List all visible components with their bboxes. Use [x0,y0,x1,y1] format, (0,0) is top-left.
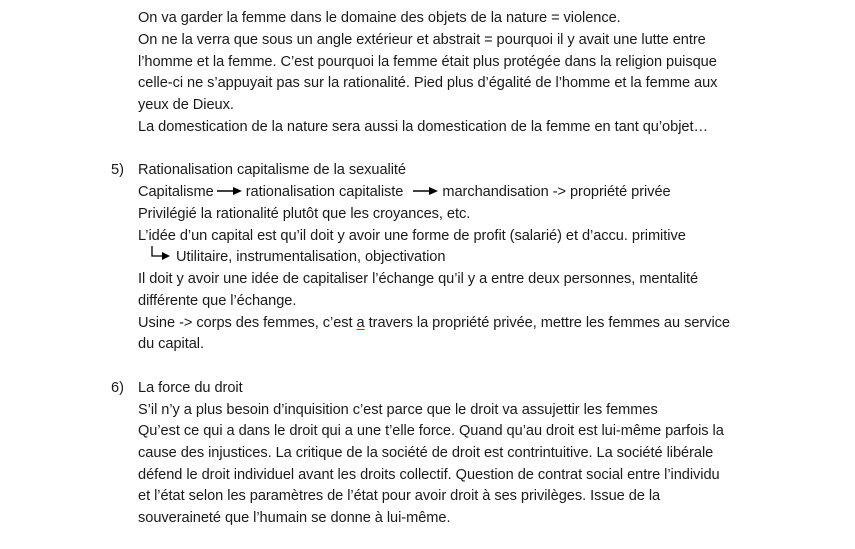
intro-line-3: l’homme et la femme. C’est pourquoi la femme était plus protégée dans la religion puisque [138,54,717,70]
section-6-line-6: et l’état selon les paramètres de l’état pour avoir droit à ses privilèges. Issue de la [138,488,661,504]
flow-marchandisation: marchandisation -> propriété privée [442,184,671,200]
section-5-sub-item: Utilitaire, instrumentalisation, objectivation [176,249,446,265]
intro-line-6: La domestication de la nature sera aussi la domestication de la femme en tant qu’objet… [138,119,709,135]
right-arrow-icon [217,186,243,196]
section-5-line-8-c: travers la propriété privée, mettre les femmes au service [364,315,730,331]
section-5-line-7: différente que l’échange. [138,293,297,309]
section-5-line-3: Privilégié la rationalité plutôt que les croyances, etc. [138,206,471,222]
section-6-title: La force du droit [138,380,243,396]
section-5-line-8-a: Usine -> corps des femmes, c’est [138,315,357,331]
section-5-line-8 [138,313,730,335]
section-5-line-6: Il doit y avoir une idée de capitaliser l’échange qu’il y a entre deux personnes, mentalité [138,271,699,287]
section-5-line-8-underlined: a [356,315,365,331]
section-5-flow [138,182,671,204]
intro-line-1: On va garder la femme dans le domaine des objets de la nature = violence. [138,10,621,26]
section-5-number: 5) [111,162,124,178]
flow-rationalisation: rationalisation capitaliste [245,184,404,200]
right-arrow-icon [413,186,439,196]
section-6-number: 6) [111,380,124,396]
section-5-line-4: L’idée d’un capital est qu’il doit y avoir une forme de profit (salarié) et d’accu. primitive [138,228,686,244]
section-5-line-9: du capital. [138,336,204,352]
section-6-line-7: souveraineté que l’humain se donne à lui-même. [138,510,451,526]
flow-capitalisme: Capitalisme [138,184,214,200]
section-5-title: Rationalisation capitalisme de la sexualité [138,162,406,178]
intro-line-2: On ne la verra que sous un angle extérieur et abstrait = pourquoi il y avait une lutte entre [138,32,706,48]
section-6-line-4: cause des injustices. La critique de la société de droit est contrintuitive. La société libérale [138,445,714,461]
section-6-line-5: défend le droit individuel avant les droits collectif. Question de contrat social entre l’individu [138,467,720,483]
section-6-line-2: S’il n’y a plus besoin d’inquisition c’est parce que le droit va assujettir les femmes [138,402,658,418]
intro-line-5: yeux de Dieux. [138,97,234,113]
elbow-arrow-icon [150,245,172,261]
intro-line-4: celle-ci ne s’appuyait pas sur la rationalité. Pied plus d’égalité de l’homme et la femme aux [138,75,718,91]
section-6-line-3: Qu’est ce qui a dans le droit qui a une t’elle force. Quand qu’au droit est lui-même parfois la [138,423,724,439]
